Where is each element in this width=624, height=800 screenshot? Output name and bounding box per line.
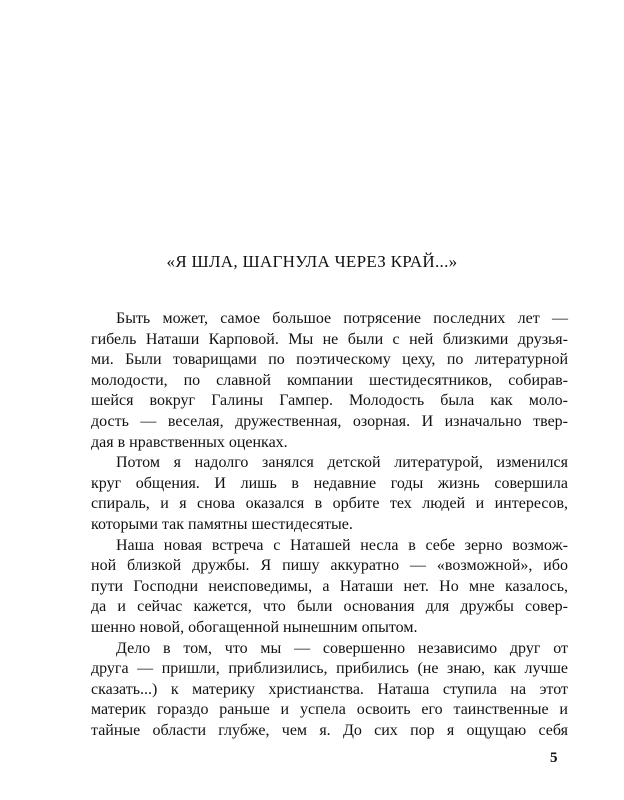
paragraph-4 [91,639,568,742]
text-line: Быть может, самое большое потрясение последних лет — [116,310,568,327]
paragraph-3 [91,536,568,639]
text-line: пути Господни неисповедимы, а Наташи нет. Но мне казалось, [91,577,568,595]
text-line: Потом я надолго занялся детской литературой, изменился [116,454,568,472]
text-line: шейся вокруг Галины Гампер. Молодость была как моло- [91,392,568,410]
text-line: материк гораздо раньше и успела освоить его таинственные и [91,701,568,719]
text-line: тайные области глубже, чем я. До сих пор я ощущаю себя [91,721,568,739]
text-line: Дело в том, что мы — совершенно независимо друг от [116,639,568,657]
text-line: ми. Были товарищами по поэтическому цеху, по литературной [91,351,568,369]
text-line: молодости, по славной компании шестидесятников, собирав- [91,371,568,389]
text-line: Наша новая встреча с Наташей несла в себе зерно возмож- [116,536,568,554]
text-line: шенно новой, обогащенной нынешним опытом. [91,618,418,636]
text-line: которыми так памятны шестидесятые. [91,515,353,533]
paragraph-2 [91,453,568,535]
text-line: да и сейчас кажется, что были основания для дружбы совер- [91,598,568,616]
text-line: ной близкой дружбы. Я пишу аккуратно — «возможной», ибо [91,557,568,575]
chapter-title: «Я ШЛА, ШАГНУЛА ЧЕРЕЗ КРАЙ...» [166,252,458,271]
text-line: круг общения. И лишь в недавние годы жизнь совершила [91,474,568,492]
text-line: дость — веселая, дружественная, озорная. И изначально твер- [91,412,568,430]
paragraph-1 [91,309,568,453]
body-text [91,309,568,741]
text-line: гибель Наташи Карповой. Мы не были с ней близкими друзья- [91,330,568,348]
text-line: сказать...) к материку христианства. Наташа ступила на этот [91,680,568,698]
text-line: спираль, и я снова оказался в орбите тех людей и интересов, [91,495,568,513]
page-number: 5 [550,750,558,766]
text-line: друга — пришли, приблизились, прибились (не знаю, как лучше [91,660,568,678]
text-line: дая в нравственных оценках. [91,433,288,451]
